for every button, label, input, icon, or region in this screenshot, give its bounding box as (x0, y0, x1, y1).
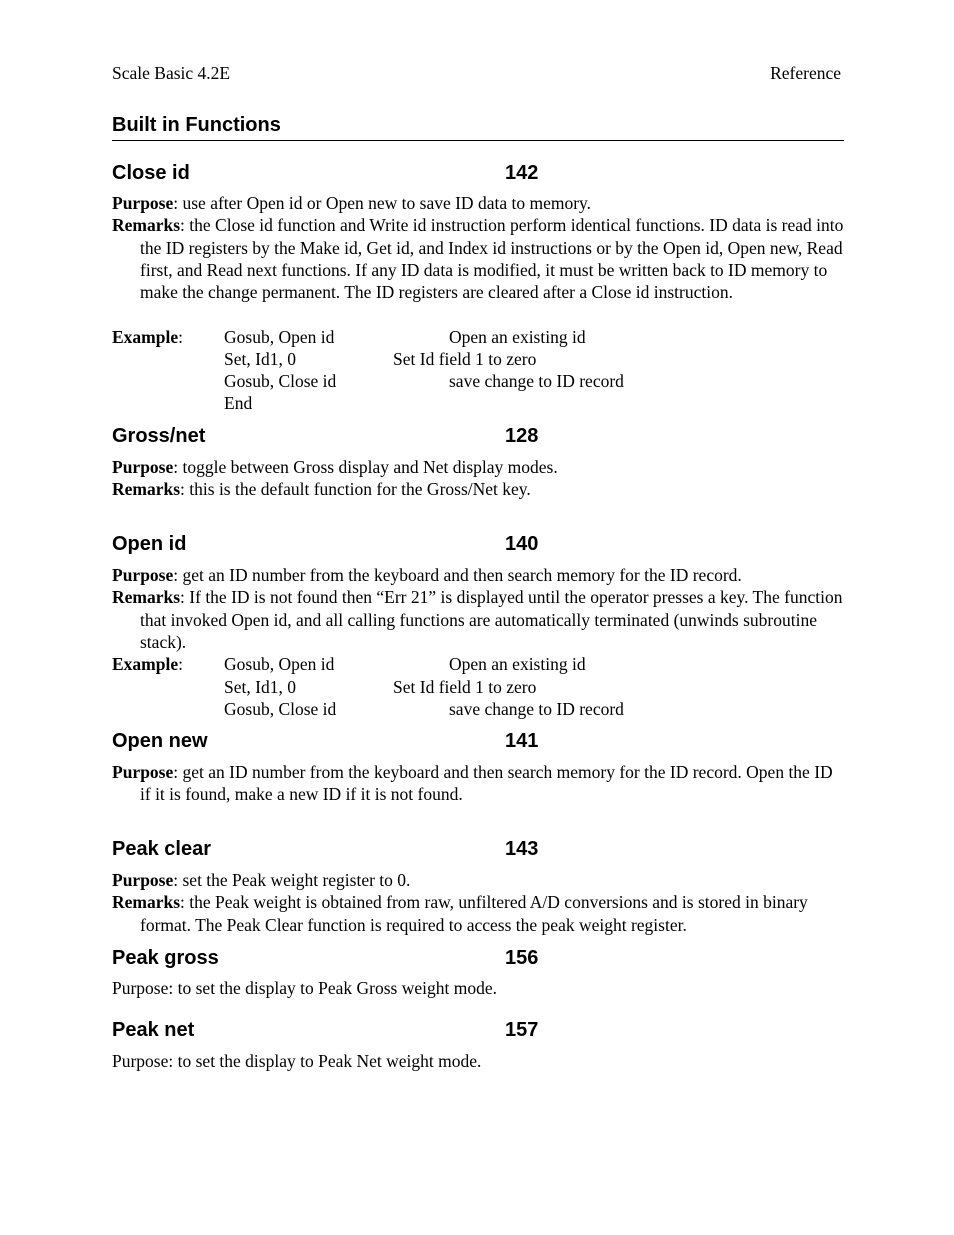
header-left: Scale Basic 4.2E (112, 63, 231, 83)
function-code-close-id: 142 (505, 162, 539, 184)
purpose-text: : get an ID number from the keyboard and then search memory for the ID record. Open the ID if it is found, make a new ID if it is not found. (140, 762, 833, 805)
remarks-label: Remarks (112, 479, 181, 500)
remarks-line (112, 214, 844, 303)
purpose-label: Purpose (112, 457, 174, 477)
example-label-text: Example (112, 327, 179, 347)
purpose-text: : set the Peak weight register to 0. (173, 870, 411, 890)
remarks-text: : If the ID is not found then “Err 21” is displayed until the operator presses a key. The function that invoked Open id, and all calling functions are automatically terminated (unwinds subroutine stack). (140, 587, 843, 652)
function-body-gross-net (112, 456, 844, 501)
function-code-peak-gross: 156 (505, 947, 539, 969)
example-label: Example: (112, 654, 183, 674)
remarks-label: Remarks (112, 587, 181, 608)
purpose-line (112, 192, 844, 214)
purpose-label: Purpose (112, 193, 174, 213)
remarks-line (112, 586, 844, 653)
example-code: Gosub, Close id (224, 371, 337, 391)
purpose-line (112, 761, 844, 806)
example-code: Gosub, Close id (224, 699, 337, 719)
function-name-close-id: Close id (112, 162, 190, 184)
function-name-open-new: Open new (112, 730, 208, 752)
section-rule (112, 140, 844, 141)
function-code-gross-net: 128 (505, 425, 539, 447)
function-code-open-new: 141 (505, 730, 539, 752)
example-comment: Open an existing id (449, 654, 586, 674)
function-body-close-id (112, 192, 844, 303)
function-name-open-id: Open id (112, 533, 187, 555)
function-body-open-new (112, 761, 844, 806)
purpose-line (112, 869, 844, 891)
example-comment: save change to ID record (449, 371, 624, 391)
section-title: Built in Functions (112, 114, 281, 136)
example-code: Set, Id1, 0 (224, 677, 296, 697)
example-comment: Set Id field 1 to zero (393, 677, 537, 697)
remarks-text: : the Close id function and Write id instruction perform identical functions. ID data is read into the ID registers by the Make id, Get id, and Index id instructions or by the Open id, Open new, Read first, and Read next functions. If any ID data is modified, it must be written back to ID memory to make the change permanent. The ID registers are cleared after a Close id instruction. (140, 215, 844, 303)
purpose-label: Purpose (112, 762, 174, 782)
example-code: Gosub, Open id (224, 654, 335, 674)
purpose-text: : use after Open id or Open new to save ID data to memory. (173, 193, 592, 213)
purpose-text: : get an ID number from the keyboard and then search memory for the ID record. (173, 565, 742, 585)
purpose-label: Purpose (112, 870, 174, 890)
function-name-peak-net: Peak net (112, 1019, 195, 1041)
remarks-text: : the Peak weight is obtained from raw, unfiltered A/D conversions and is stored in binary format. The Peak Clear function is required to access the peak weight register. (140, 892, 808, 935)
purpose-line (112, 456, 844, 478)
header-right: Reference (770, 63, 841, 83)
remarks-label: Remarks (112, 215, 181, 236)
example-code: End (224, 393, 253, 413)
purpose-label: Purpose (112, 565, 174, 585)
remarks-line (112, 478, 844, 500)
example-comment: Set Id field 1 to zero (393, 349, 537, 369)
example-comment: save change to ID record (449, 699, 624, 719)
purpose-text-peak-net: Purpose: to set the display to Peak Net weight mode. (112, 1051, 482, 1071)
function-code-open-id: 140 (505, 533, 539, 555)
function-code-peak-clear: 143 (505, 838, 539, 860)
function-code-peak-net: 157 (505, 1019, 539, 1041)
purpose-text-peak-gross: Purpose: to set the display to Peak Gross weight mode. (112, 978, 497, 998)
function-body-peak-clear (112, 869, 844, 936)
remarks-line (112, 891, 844, 936)
function-name-peak-gross: Peak gross (112, 947, 219, 969)
function-body-open-id (112, 564, 844, 653)
example-label: Example: (112, 327, 183, 347)
example-comment: Open an existing id (449, 327, 586, 347)
purpose-line (112, 564, 844, 586)
purpose-text: : toggle between Gross display and Net display modes. (173, 457, 558, 477)
function-name-peak-clear: Peak clear (112, 838, 211, 860)
function-name-gross-net: Gross/net (112, 425, 206, 447)
remarks-text: : this is the default function for the Gross/Net key. (180, 479, 531, 500)
example-code: Set, Id1, 0 (224, 349, 296, 369)
remarks-label: Remarks (112, 892, 181, 913)
example-label-text: Example (112, 654, 179, 674)
example-code: Gosub, Open id (224, 327, 335, 347)
